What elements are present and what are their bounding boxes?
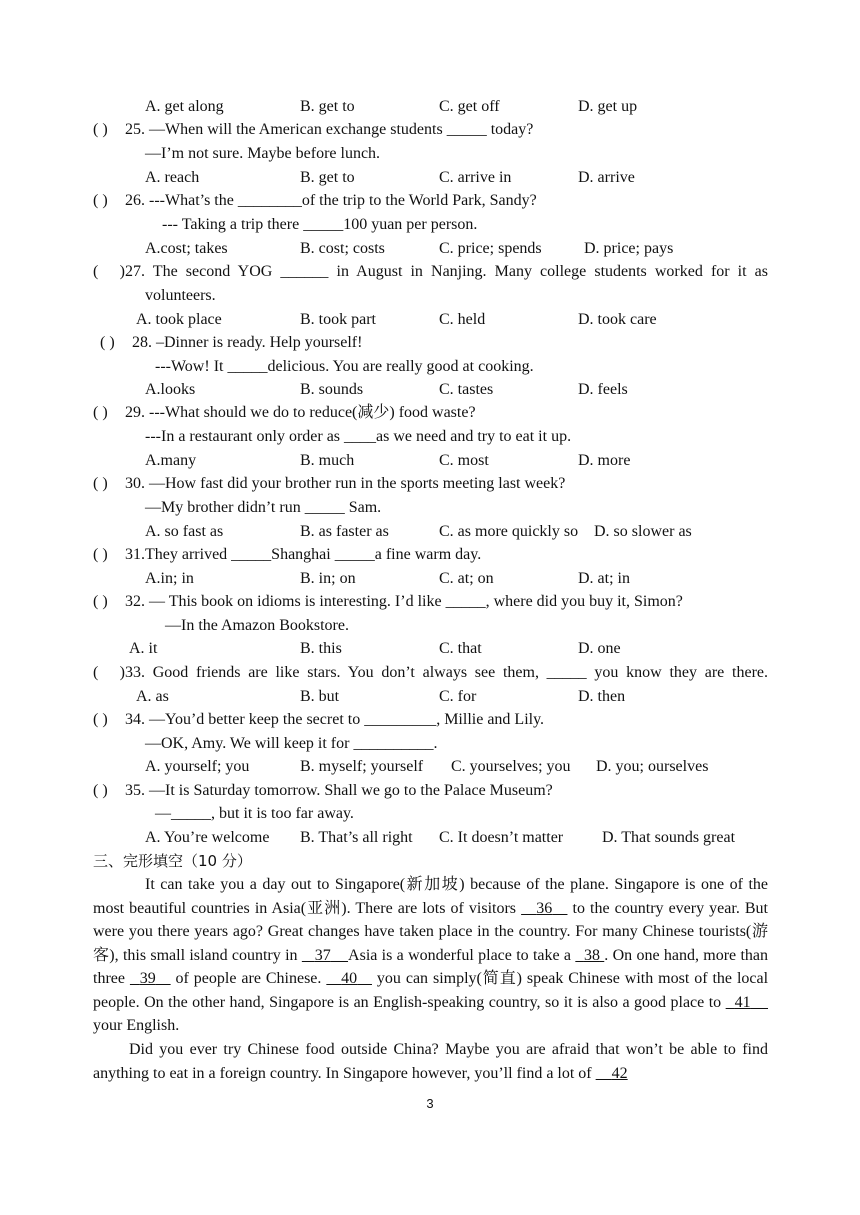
- option-a: A.many: [145, 452, 197, 469]
- blank-37[interactable]: 37: [314, 946, 331, 964]
- q31-options: [93, 567, 768, 591]
- blank-36[interactable]: 36: [536, 899, 553, 917]
- option-c: C. most: [439, 452, 489, 469]
- passage-text: your English.: [93, 1017, 180, 1034]
- answer-paren[interactable]: ( ): [100, 334, 115, 351]
- q26-reply: [93, 213, 768, 237]
- q34-reply: [93, 732, 768, 756]
- option-d: D. you; ourselves: [596, 758, 709, 775]
- option-d: D. then: [578, 688, 626, 705]
- q25-reply: [93, 142, 768, 166]
- option-d: D. took care: [578, 311, 657, 328]
- q29-reply: [93, 425, 768, 449]
- blank-41[interactable]: 41: [734, 993, 751, 1011]
- answer-paren[interactable]: ( ): [93, 404, 108, 421]
- q26-stem: [93, 189, 768, 213]
- q33-stem: [93, 661, 768, 685]
- q29-stem: [93, 401, 768, 425]
- answer-paren[interactable]: ( ): [93, 475, 108, 492]
- reply-text: volunteers.: [145, 287, 216, 304]
- q24-option-a: A. get along: [145, 98, 224, 115]
- question-text: 28. –Dinner is ready. Help yourself!: [132, 334, 363, 351]
- option-c: C. tastes: [439, 381, 494, 398]
- option-d: D. at; in: [578, 570, 630, 587]
- answer-paren[interactable]: ( ): [93, 546, 108, 563]
- option-a: A.in; in: [145, 570, 194, 587]
- reply-text: ---In a restaurant only order as ____as we need and try to eat it up.: [145, 428, 572, 445]
- option-a: A. yourself; you: [145, 758, 250, 775]
- question-text: 35. —It is Saturday tomorrow. Shall we go to the Palace Museum?: [125, 782, 553, 799]
- option-b: B. as faster as: [300, 523, 389, 540]
- blank-38[interactable]: 38: [583, 946, 600, 964]
- question-text: 27. The second YOG ______ in August in Nanjing. Many college students worked for it as: [125, 263, 768, 280]
- option-c: C. arrive in: [439, 169, 512, 186]
- option-d: D. That sounds great: [602, 829, 736, 846]
- option-d: D. arrive: [578, 169, 635, 186]
- q32-options: [93, 637, 768, 661]
- answer-paren[interactable]: ( ): [93, 263, 125, 280]
- q35-options: [93, 826, 768, 850]
- option-d: D. more: [578, 452, 631, 469]
- answer-paren[interactable]: ( ): [93, 121, 108, 138]
- section-heading: 三、完形填空（10 分）: [93, 852, 252, 870]
- q29-options: [93, 449, 768, 473]
- option-a: A.looks: [145, 381, 196, 398]
- option-d: D. so slower as: [594, 523, 692, 540]
- passage-text: It can take you a day out to Singapore(新加坡) because of the plane. Singapore is one of the most beautiful countries in Asia(亚洲). There are lots of visitors: [93, 876, 768, 917]
- option-a: A. took place: [136, 311, 222, 328]
- q30-options: [93, 520, 768, 544]
- q28-options: [93, 378, 768, 402]
- blank-39[interactable]: 39: [139, 970, 156, 987]
- answer-paren[interactable]: ( ): [93, 192, 108, 209]
- option-c: C. held: [439, 311, 486, 328]
- option-c: C. at; on: [439, 570, 494, 587]
- question-text: 32. — This book on idioms is interesting. I’d like _____, where did you buy it, Simon?: [125, 593, 683, 610]
- option-b: B. sounds: [300, 381, 364, 398]
- q32-reply: [93, 614, 768, 638]
- passage-text: of people are Chinese.: [170, 970, 327, 987]
- reply-text: ---Wow! It _____delicious. You are really good at cooking.: [155, 358, 534, 375]
- reply-text: --- Taking a trip there _____100 yuan per person.: [162, 216, 478, 233]
- q26-options: [93, 237, 768, 261]
- q28-reply: [93, 355, 768, 379]
- question-text: 30. —How fast did your brother run in the sports meeting last week?: [125, 475, 566, 492]
- passage-text: . On one hand, more than three: [93, 946, 769, 987]
- option-a: A. so fast as: [145, 523, 224, 540]
- reply-text: —In the Amazon Bookstore.: [165, 617, 349, 634]
- blank-42[interactable]: 42: [611, 1064, 628, 1082]
- question-text: 25. —When will the American exchange students _____ today?: [125, 121, 534, 138]
- q27-options: [93, 308, 768, 332]
- q35-reply: [93, 802, 768, 826]
- option-a: A. reach: [145, 169, 200, 186]
- option-a: A. You’re welcome: [145, 829, 270, 846]
- q24-option-d: D. get up: [578, 98, 638, 115]
- q28-stem: [100, 331, 775, 355]
- option-c: C. for: [439, 688, 477, 705]
- answer-paren[interactable]: ( ): [93, 593, 108, 610]
- reply-text: —My brother didn’t run _____ Sam.: [145, 499, 382, 516]
- q33-options: [93, 685, 768, 709]
- question-text: 29. ---What should we do to reduce(减少) food waste?: [125, 404, 476, 421]
- question-text: 34. —You’d better keep the secret to _________, Millie and Lily.: [125, 711, 545, 728]
- page-number: 3: [426, 1096, 434, 1111]
- passage-paragraph-2: [93, 1038, 768, 1085]
- option-d: D. price; pays: [584, 240, 674, 257]
- q25-options: [93, 166, 768, 190]
- q24-option-b: B. get to: [300, 98, 355, 115]
- q25-stem: [93, 118, 768, 142]
- q27-stem: [93, 260, 768, 284]
- q35-stem: [93, 779, 768, 803]
- option-a: A. as: [136, 688, 169, 705]
- option-a: A.cost; takes: [145, 240, 228, 257]
- reply-text: —OK, Amy. We will keep it for __________.: [145, 735, 438, 752]
- answer-paren[interactable]: ( ): [93, 711, 108, 728]
- blank-40[interactable]: 40: [341, 970, 358, 987]
- question-text: 31.They arrived _____Shanghai _____a fine warm day.: [125, 546, 482, 563]
- option-c: C. that: [439, 640, 482, 657]
- option-d: D. one: [578, 640, 621, 657]
- option-b: B. myself; yourself: [300, 758, 424, 775]
- option-b: B. get to: [300, 169, 355, 186]
- passage-text: to the country every year. But were you there years ago? Great changes have taken place in the country. For many Chinese tourists(游客), this small island country in: [93, 899, 769, 964]
- option-b: B. but: [300, 688, 340, 705]
- option-c: C. price; spends: [439, 240, 542, 257]
- question-text: 33. Good friends are like stars. You don’t always see them, _____ you know they are there.: [125, 664, 768, 681]
- option-b: B. took part: [300, 311, 376, 328]
- passage-text: Did you ever try Chinese food outside China? Maybe you are afraid that won’t be able to find anything to eat in a foreign country. In Singapore however, you’ll find a lot of: [93, 1041, 768, 1082]
- option-b: B. much: [300, 452, 355, 469]
- option-b: B. this: [300, 640, 342, 657]
- passage-paragraph-1: [93, 873, 768, 1038]
- q30-reply: [93, 496, 768, 520]
- option-b: B. in; on: [300, 570, 356, 587]
- option-a: A. it: [129, 640, 158, 657]
- q34-stem: [93, 708, 768, 732]
- option-d: D. feels: [578, 381, 628, 398]
- option-c: C. yourselves; you: [451, 758, 571, 775]
- option-b: B. That’s all right: [300, 829, 413, 846]
- reply-text: —I’m not sure. Maybe before lunch.: [145, 145, 381, 162]
- q31-stem: [93, 543, 768, 567]
- passage-text: Asia is a wonderful place to take a: [348, 946, 576, 964]
- reply-text: —_____, but it is too far away.: [155, 805, 354, 822]
- q24-option-c: C. get off: [439, 98, 500, 115]
- q24-options: [93, 95, 768, 119]
- answer-paren[interactable]: ( ): [93, 782, 108, 799]
- answer-paren[interactable]: ( ): [93, 664, 125, 681]
- q30-stem: [93, 472, 768, 496]
- option-c: C. It doesn’t matter: [439, 829, 564, 846]
- q34-options: [93, 755, 768, 779]
- q27-reply: [93, 284, 768, 308]
- question-text: 26. ---What’s the ________of the trip to the World Park, Sandy?: [125, 192, 537, 209]
- q32-stem: [93, 590, 768, 614]
- option-c: C. as more quickly so: [439, 523, 579, 540]
- passage-text: you can simply(简直) speak Chinese with most of the local people. On the other hand, Singapore is an English-speaking country, so it is also a good place to: [93, 970, 769, 1011]
- option-b: B. cost; costs: [300, 240, 385, 257]
